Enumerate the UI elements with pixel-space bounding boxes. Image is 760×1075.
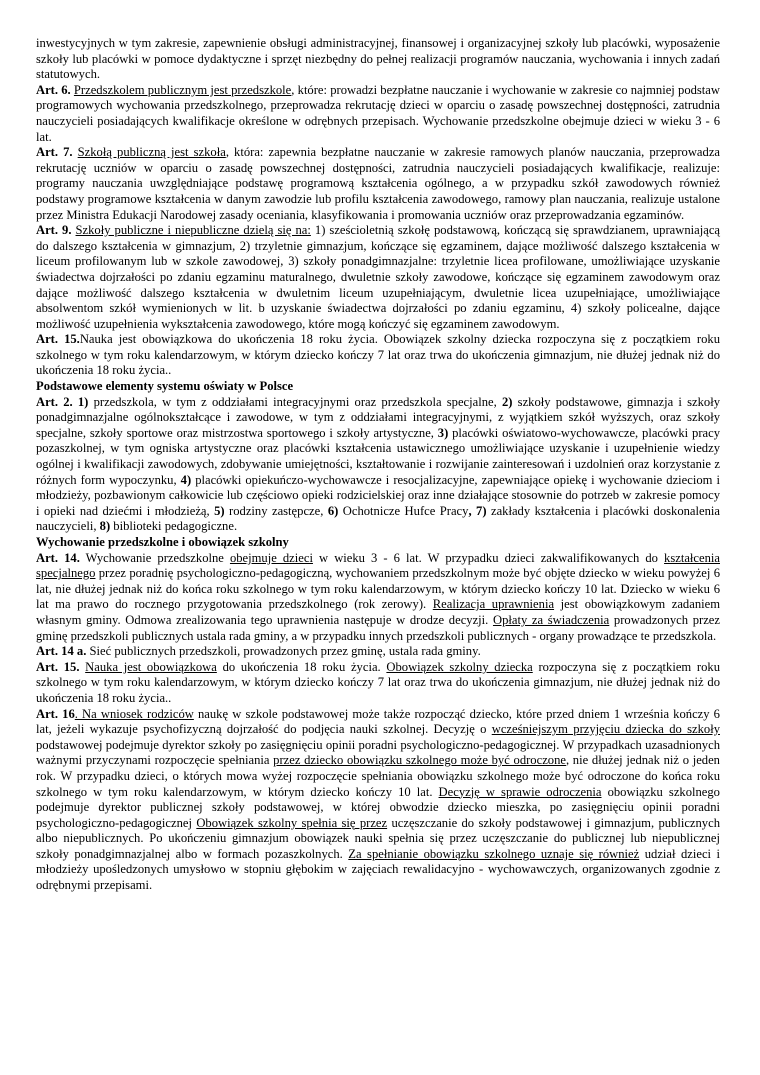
underlined-phrase: Szkoły publiczne i niepubliczne dzielą się na: [75,223,311,238]
article-label: Art. 2. 1) [36,394,89,409]
article-7: Art. 7. Szkołą publiczną jest szkoła, która: zapewnia bezpłatne nauczanie w zakresie ramowych planów nauczania, przeprowadza rekrutację uczniów w oparciu o zasadę powszechnej dostępności, zatrudnia nauczycieli posiadających kwalifikacje, realizuje: programy nauczania uwzględniające podstawę programową kształcenia ogólnego, a w przypadku szkół zawodowych również podstawy programowe kształcenia w danym zawodzie lub profilu kształcenia zawodowego, ramowy plan nauczania, realizuje ustalone przez Ministra Edukacji Narodowej zasady oceniania, klasyfikowania i promowania uczniów oraz przeprowadzania egzaminów. [36,145,720,222]
underlined-phrase: wcześniejszym przyjęciu dziecka do szkoły [491,722,720,737]
underlined-phrase: kształcenia specjalnego [36,550,720,581]
article-label: Art. 9. [36,223,72,238]
underlined-phrase: Opłaty za świadczenia [492,612,610,627]
underlined-phrase: Szkołą publiczną jest szkoła [77,145,226,160]
underlined-phrase: . Na wniosek rodziców [74,706,194,721]
underlined-phrase: Za spełnianie obowiązku szkolnego uznaje się również [348,846,640,861]
underlined-phrase: Przedszkolem publicznym jest przedszkole [73,82,292,97]
article-15-first: Art. 15.Nauka jest obowiązkowa do ukończenia 18 roku życia. Obowiązek szkolny dziecka rozpoczyna się z początkiem roku szkolnego w tym roku kalendarzowym, w którym dziecko kończy 7 lat oraz trwa do ukończenia gimnazjum, nie dłużej jednak niż do ukończenia 18 roku życia.. [36,332,720,378]
underlined-phrase: Decyzję w sprawie odroczenia [438,784,602,799]
underlined-phrase: Obowiązek szkolny dziecka [386,659,533,674]
article-label: Art. 14. [36,550,80,565]
article-label: Art. 15. [36,659,80,674]
underlined-phrase: Realizacja uprawnienia [432,597,555,612]
underlined-phrase: Obowiązek szkolny spełnia się przez [196,815,388,830]
article-label: Art. 7. [36,145,73,160]
underlined-phrase: przez dziecko obowiązku szkolnego może być odroczone [273,753,566,768]
article-9: Art. 9. Szkoły publiczne i niepubliczne dzielą się na: 1) sześcioletnią szkołę podstawową, kończącą się sprawdzianem, uprawniającą do dalszego kształcenia w gimnazjum, 2) trzyletnie gimnazjum, kończące się egzaminem, dające możliwość dalszego kształcenia w liceum profilowanym lub w szkole zawodowej, 3) szkoły ponadgimnazjalne: trzyletnie licea profilowane, umożliwiające uzyskanie świadectwa dojrzałości po zdaniu egzaminu maturalnego, dwuletnie szkoły zawodowe, kończące się egzaminem zawodowym oraz dające możliwość dalszego kształcenia w dwuletnim liceum uzupełniającym, dwuletnie licea uzupełniające, umożliwiające absolwentom szkół wymienionych w lit. b uzyskanie świadectwa dojrzałości po zdaniu egzaminu, 4) szkoły policealne, dające możliwość uzupełnienia wykształcenia zawodowego, które mogą kończyć się egzaminem zawodowym. [36,223,721,331]
section-heading-preschool: Wychowanie przedszkolne i obowiązek szkolny [36,535,289,549]
article-label: Art. 15. [36,332,80,347]
article-label: Art. 6. [36,82,71,97]
article-16: Art. 16. Na wniosek rodziców naukę w szkole podstawowej może także rozpocząć dziecko, które przed dniem 1 września kończy 6 lat, jeżeli wykazuje psychofizyczną dojrzałość do podjęcia nauki szkolnej. Decyzję o wcześniejszym przyjęciu dziecka do szkoły podstawowej podejmuje dyrektor szkoły po zasięgnięciu opinii poradni psychologiczno-pedagogicznej. W przypadkach uzasadnionych ważnymi przyczynami rozpoczęcie spełniania przez dziecko obowiązku szkolnego może być odroczone, nie dłużej jednak niż o jeden rok. W przypadku dzieci, o których mowa wyżej rozpoczęcie spełniania obowiązku szkolnego może być odroczone do końca roku szkolnego w tym roku kalendarzowym, w którym dziecko kończy 10 lat. Decyzję w sprawie odroczenia obowiązku szkolnego podejmuje dyrektor publicznej szkoły podstawowej, w której obwodzie dziecko mieszka, po zasięgnięciu opinii poradni psychologiczno-pedagogicznej Obowiązek szkolny spełnia się przez uczęszczanie do szkoły podstawowej i gimnazjum, publicznych albo niepublicznych. Po ukończeniu gimnazjum obowiązek nauki spełnia się przez uczęszczanie do publicznej lub niepublicznej szkoły ponadgimnazjalnej albo w formach pozaszkolnych. Za spełnianie obowiązku szkolnego uznaje się również udział dzieci i młodzieży upośledzonych umysłowo w stopniu głębokim w zajęciach rewalidacyjno - wychowawczych, organizowanych zgodnie z odrębnymi przepisami. [36,706,721,893]
underlined-phrase: obejmuje dzieci [229,550,313,565]
article-6: Art. 6. Przedszkolem publicznym jest przedszkole, które: prowadzi bezpłatne nauczanie i wychowanie w zakresie co najmniej podstaw programowych wychowania przedszkolnego, przeprowadza rekrutację dzieci w oparciu o zasadę powszechnej dostępności, zatrudnia nauczycieli posiadających kwalifikacje określone w odrębnych przepisach. Wychowanie przedszkolne obejmuje dzieci w wieku 3 - 6 lat. [36,82,720,144]
article-15-second: Art. 15. Nauka jest obowiązkowa do ukończenia 18 roku życia. Obowiązek szkolny dziecka rozpoczyna się z początkiem roku szkolnego w tym roku kalendarzowym, w którym dziecko kończy 7 lat oraz trwa do ukończenia gimnazjum, nie dłużej jednak niż do ukończenia 18 roku życia.. [36,659,720,705]
paragraph-continuation: inwestycyjnych w tym zakresie, zapewnienie obsługi administracyjnej, finansowej i organizacyjnej szkoły lub placówki, wyposażenie szkoły lub placówki w pomoce dydaktyczne i sprzęt niezbędny do pełnej realizacji programów nauczania, wychowania i innych zadań statutowych. [36,36,720,82]
article-label: Art. 14 a. [36,644,87,659]
article-14a: Art. 14 a. Sieć publicznych przedszkoli, prowadzonych przez gminę, ustala rada gminy. [36,644,481,659]
article-2: Art. 2. 1) przedszkola, w tym z oddziałami integracyjnymi oraz przedszkola specjalne, 2) szkoły podstawowe, gimnazja i szkoły ponadgimnazjalne ogólnokształcące i zawodowe, w tym z oddziałami integracyjnymi, z wyjątkiem szkół wyższych, oraz szkoły specjalne, szkoły sportowe oraz mistrzostwa sportowego i szkoły artystyczne, 3) placówki oświatowo-wychowawcze, placówki pracy pozaszkolnej, w tym ogniska artystyczne oraz placówki kształcenia ustawicznego umożliwiające uzyskanie i uzupełnienie wiedzy ogólnej i kwalifikacji zawodowych, zdobywanie umiejętności, kształtowanie i rozwijanie zainteresowań i uzdolnień oraz korzystanie z różnych form wypoczynku, 4) placówki opiekuńczo-wychowawcze i resocjalizacyjne, zapewniające opiekę i wychowanie dzieciom i młodzieży, pozbawionym całkowicie lub częściowo opieki rodzicielskiej oraz inne działające stosownie do potrzeb w zakresie pomocy i opieki nad dziećmi i młodzieżą, 5) rodziny zastępcze, 6) Ochotnicze Hufce Pracy, 7) zakłady kształcenia i placówki doskonalenia nauczycieli, 8) biblioteki pedagogiczne. [36,394,720,534]
article-label: Art. 16 [36,706,75,721]
article-14: Art. 14. Wychowanie przedszkolne obejmuje dzieci w wieku 3 - 6 lat. W przypadku dzieci zakwalifikowanych do kształcenia specjalnego przez poradnię psychologiczno-pedagogiczną, wychowaniem przedszkolnym może być objęte dziecko w wieku powyżej 6 lat, nie dłużej jednak niż do końca roku szkolnego w tym roku kalendarzowym, w którym dziecko kończy 10 lat. Dziecko w wieku 6 lat ma prawo do rocznego przygotowania przedszkolnego (rok zerowy). Realizacja uprawnienia jest obowiązkowym zadaniem własnym gminy. Odmowa zrealizowania tego uprawnienia następuje w drodze decyzji. Opłaty za świadczenia prowadzonych przez gminę przedszkoli publicznych ustala rada gminy, a w przypadku innych przedszkoli publicznych - organy prowadzące te przedszkola. [36,550,721,643]
underlined-phrase: Nauka jest obowiązkowa [85,659,217,674]
section-heading-elements: Podstawowe elementy systemu oświaty w Polsce [36,379,294,394]
